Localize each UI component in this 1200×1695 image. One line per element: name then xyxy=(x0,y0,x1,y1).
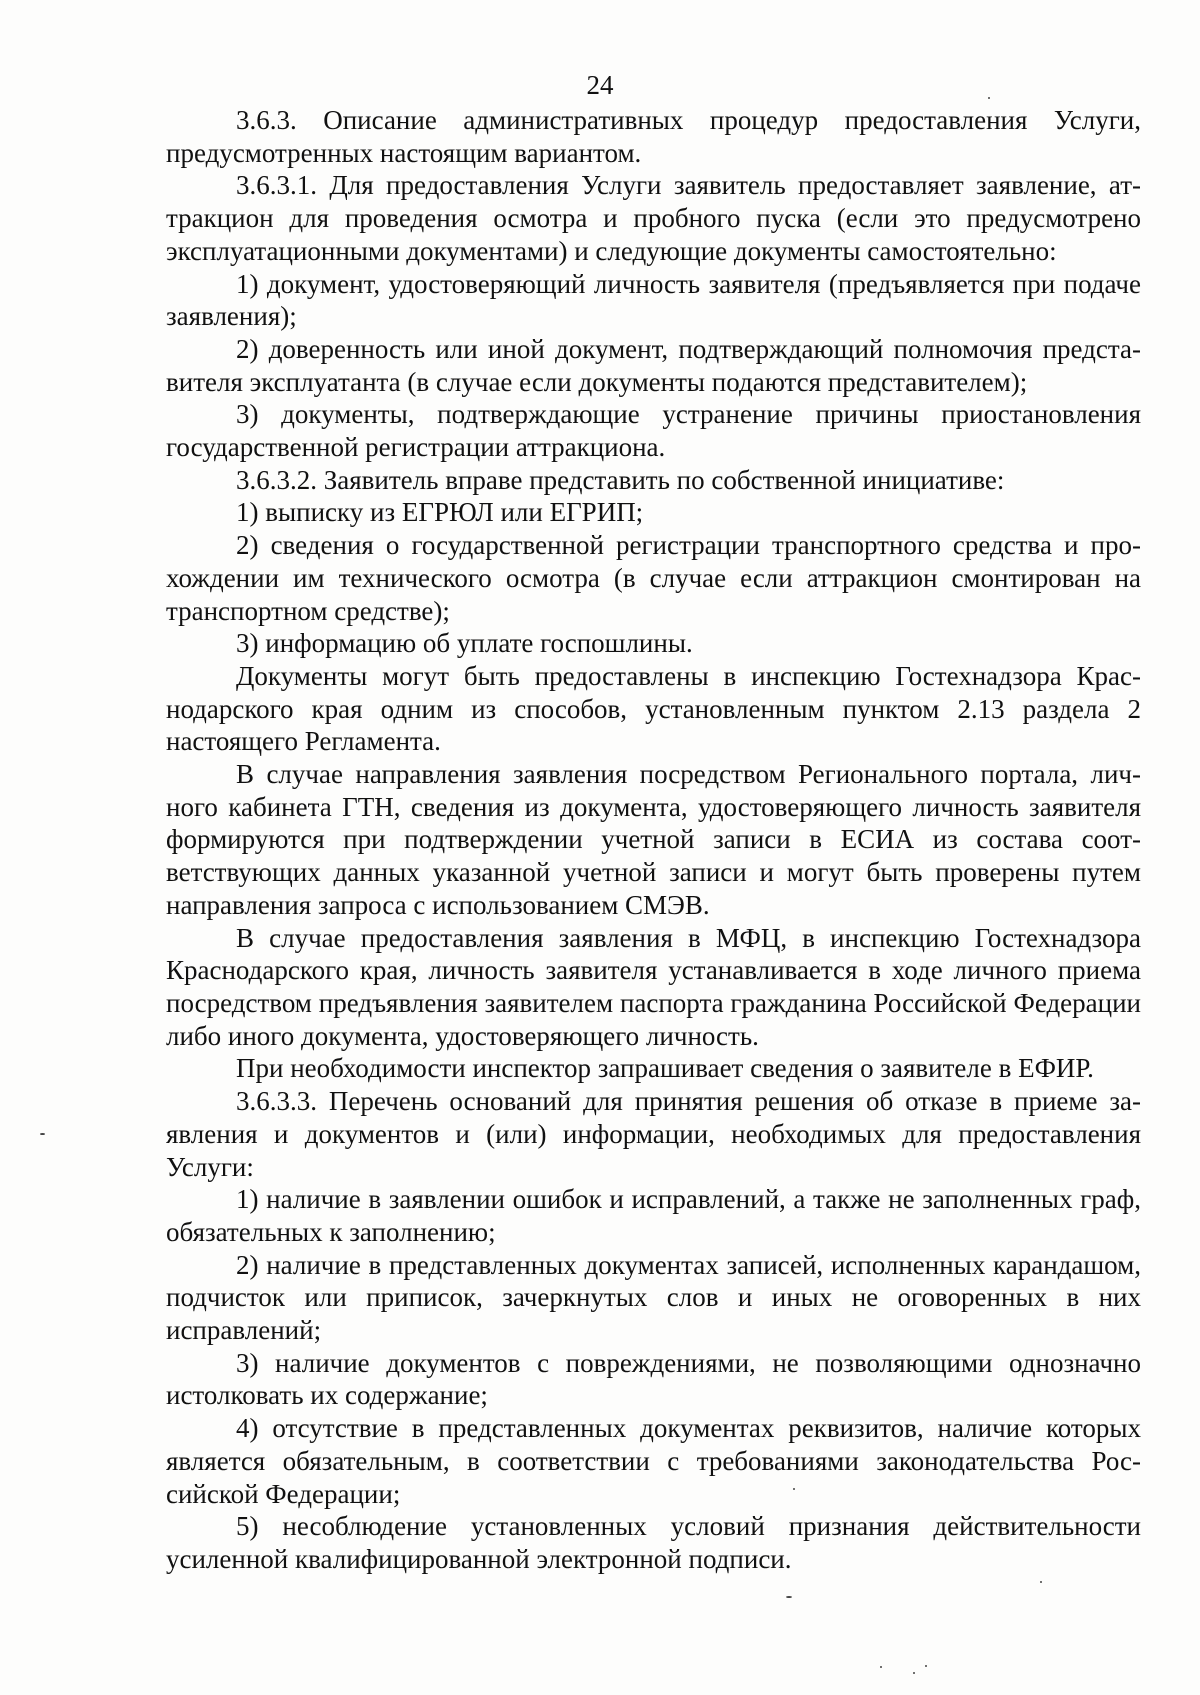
document-body xyxy=(166,104,1141,1576)
list-item-1: 1) наличие в заявлении ошибок и исправлений, а также не заполненных граф, обязательных к заполнению; xyxy=(166,1184,1141,1247)
page-number: 24 xyxy=(586,70,614,100)
scan-speck xyxy=(880,1666,882,1668)
scan-speck xyxy=(786,1596,792,1598)
paragraph-efir: При необходимости инспектор запрашивает сведения о заявителе в ЕФИР. xyxy=(236,1053,1094,1084)
paragraph-3-6-3-2: 3.6.3.2. Заявитель вправе представить по собственной инициативе: xyxy=(236,464,1005,495)
scan-speck xyxy=(925,1665,927,1667)
paragraph-3-6-3-1: 3.6.3.1. Для предоставления Услуги заявитель предоставляет заявление, аттракцион для проведения осмотра и пробного пуска (если это предусмотрено эксплуатационными документами) и следующие документы самостоятельно: xyxy=(166,170,1141,266)
list-item-2: 2) наличие в представленных документах записей, исполненных карандашом, подчисток или приписок, зачеркнутых слов и иных не оговоренных в них исправлений; xyxy=(166,1249,1141,1346)
paragraph-regional-portal: В случае направления заявления посредством Регионального портала, личного кабинета ГТН, сведения из документа, удостоверяющего личность заявителя формируются при подтверждении учетной записи в ЕСИА из состава соответствующих данных указанной учетной записи и могут быть проверены путем направления запроса с использованием СМЭВ. xyxy=(166,759,1141,920)
list-item-3: 3) наличие документов с повреждениями, не позволяющими однозначно истолковать их содержание; xyxy=(166,1347,1141,1411)
paragraph-mfc: В случае предоставления заявления в МФЦ, в инспекцию Гостехнадзора Краснодарского края, личность заявителя устанавливается в ходе личного приема посредством предъявления заявителем паспорта гражданина Российской Федерации либо иного документа, удостоверяющего личность. xyxy=(166,922,1141,1051)
list-item-4: 4) отсутствие в представленных документах реквизитов, наличие которых является обязательным, в соответствии с требованиями законодательства Российской Федерации; xyxy=(166,1413,1141,1509)
list-item-2: 2) сведения о государственной регистрации транспортного средства и прохождении им технического осмотра (в случае если аттракцион смонтирован на транспортном средстве); xyxy=(166,530,1141,626)
list-item-1: 1) документ, удостоверяющий личность заявителя (предъявляется при подаче заявления); xyxy=(166,268,1141,332)
scan-speck xyxy=(913,1672,915,1674)
scan-speck xyxy=(988,97,990,99)
list-item-2: 2) доверенность или иной документ, подтверждающий полномочия представителя эксплуатанта (в случае если документы подаются представителем); xyxy=(166,333,1141,397)
scan-speck xyxy=(40,1133,45,1135)
list-item-3: 3) информацию об уплате госпошлины. xyxy=(236,628,693,659)
scan-speck xyxy=(793,1488,795,1490)
list-item-1: 1) выписку из ЕГРЮЛ или ЕГРИП; xyxy=(236,497,644,528)
list-item-3: 3) документы, подтверждающие устранение причины приостановления государственной регистрации аттракциона. xyxy=(166,399,1141,463)
paragraph-3-6-3: 3.6.3. Описание административных процедур предоставления Услуги, предусмотренных настоящим вариантом. xyxy=(166,105,1141,168)
paragraph-submission-methods: Документы могут быть предоставлены в инспекцию Гостехнадзора Краснодарского края одним из способов, установленным пунктом 2.13 раздела 2 настоящего Регламента. xyxy=(166,660,1141,757)
list-item-5: 5) несоблюдение установленных условий признания действительности усиленной квалифицированной электронной подписи. xyxy=(166,1511,1141,1574)
paragraph-3-6-3-3: 3.6.3.3. Перечень оснований для принятия решения об отказе в приеме заявления и документов и (или) информации, необходимых для предоставления Услуги: xyxy=(166,1086,1141,1182)
scan-speck xyxy=(1040,1581,1042,1583)
